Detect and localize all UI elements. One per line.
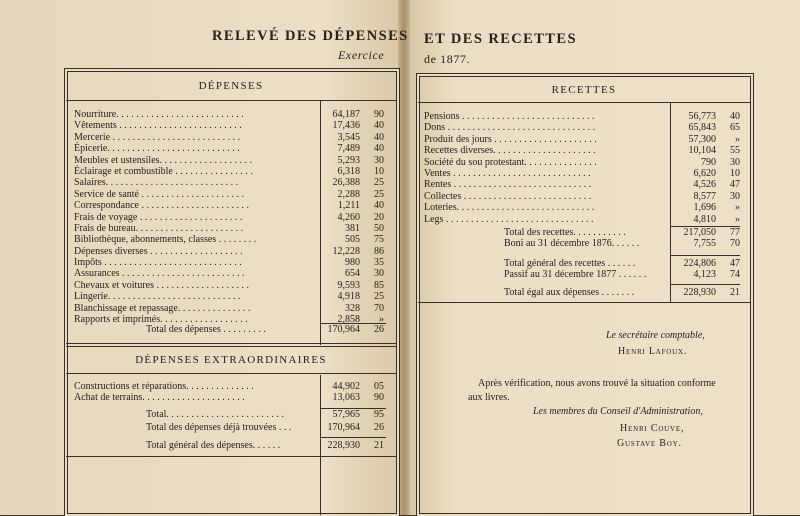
row-amount-francs: 10,104 (688, 145, 716, 157)
egal-sum-rule (670, 284, 740, 285)
row-amount-francs: 12,228 (332, 245, 360, 257)
row-amount-centimes: 30 (374, 154, 384, 166)
table-row (74, 257, 384, 268)
depenses-heading-rule (66, 100, 396, 101)
row-amount (666, 122, 740, 133)
row-label: Service de santé . . . . . . . . . . . . . . . . . . . . . (74, 188, 244, 200)
row-label: Éclairage et combustible . . . . . . . . . . . . . . . . (74, 165, 253, 177)
table-row (424, 122, 740, 133)
row-label: Société du sou protestant. . . . . . . . . . . . . . . (424, 156, 597, 168)
row-amount-centimes: » (735, 202, 740, 214)
row-amount (310, 257, 384, 268)
general-recettes-label: Total général des recettes . . . . . . (504, 258, 636, 269)
table-row (74, 234, 384, 245)
row-amount (666, 168, 740, 179)
table-row (424, 111, 740, 122)
table-row (424, 168, 740, 179)
row-label: Rentes . . . . . . . . . . . . . . . . . . . . . . . . . . . . (424, 179, 592, 191)
membre-2: Gustave Boy. (617, 438, 682, 449)
depenses-list (74, 109, 384, 325)
extra-top-rule-2 (66, 346, 396, 347)
extra-total-dec: 95 (374, 409, 384, 420)
row-amount (310, 280, 384, 291)
table-row (424, 179, 740, 190)
row-amount (310, 189, 384, 200)
right-title: ET DES RECETTES (424, 31, 577, 47)
row-amount-centimes: 35 (374, 257, 384, 269)
row-amount-centimes: 30 (730, 156, 740, 168)
table-row (74, 155, 384, 166)
table-row (74, 246, 384, 257)
extra-top-rule (66, 343, 396, 344)
extra-total-int: 57,965 (332, 409, 360, 420)
row-amount (310, 155, 384, 166)
row-amount-francs: 5,293 (337, 154, 360, 166)
row-amount (310, 268, 384, 279)
row-label: Recettes diverses. . . . . . . . . . . . . . . . . . . . . (424, 145, 596, 157)
table-row (74, 280, 384, 291)
passif-int: 4,123 (693, 269, 716, 280)
row-amount (666, 214, 740, 225)
row-amount-centimes: 75 (374, 234, 384, 246)
row-amount-francs: 790 (701, 156, 716, 168)
row-amount-centimes: 47 (730, 179, 740, 191)
row-label: Loteries. . . . . . . . . . . . . . . . . . . . . . . . . . . . (424, 202, 595, 214)
row-amount-francs: 1,696 (693, 202, 716, 214)
table-row (74, 143, 384, 154)
row-label: Lingerie. . . . . . . . . . . . . . . . . . . . . . . . . . . (74, 291, 241, 303)
table-row (74, 132, 384, 143)
left-title: RELEVÉ DES DÉPENSES (212, 28, 409, 44)
row-amount-centimes: 25 (374, 177, 384, 189)
row-amount (666, 191, 740, 202)
table-row (424, 157, 740, 168)
row-amount-francs: 6,620 (693, 167, 716, 179)
table-row (74, 189, 384, 200)
row-amount-centimes: 85 (374, 279, 384, 291)
row-label: Pensions . . . . . . . . . . . . . . . . . . . . . . . . . . . (424, 111, 595, 122)
row-amount (310, 200, 384, 211)
row-label: Bibliothèque, abonnements, classes . . . . . . . . (74, 234, 257, 246)
passif-dec: 74 (730, 269, 740, 280)
passif-row (504, 269, 740, 281)
secretaire-name: Henri Lafoux. (618, 346, 688, 357)
row-amount-centimes: 30 (730, 190, 740, 202)
row-amount-francs: 505 (345, 234, 360, 246)
row-amount-centimes: 20 (374, 211, 384, 223)
row-amount-francs: 4,260 (337, 211, 360, 223)
row-amount-francs: 64,187 (332, 109, 360, 120)
row-label: Dépenses diverses . . . . . . . . . . . . . . . . . . . (74, 245, 243, 257)
row-amount-centimes: 25 (374, 188, 384, 200)
table-row (74, 291, 384, 302)
row-amount (310, 303, 384, 314)
row-label: Chevaux et voitures . . . . . . . . . . . . . . . . . . . (74, 279, 249, 291)
row-amount-centimes: » (735, 213, 740, 225)
verification-line-1: Après vérification, nous avons trouvé la situation conforme (478, 378, 716, 389)
extra-heading: DÉPENSES EXTRAORDINAIRES (135, 354, 327, 366)
table-row (74, 223, 384, 234)
verification-line-2: aux livres. (468, 392, 510, 403)
row-label: Collectes . . . . . . . . . . . . . . . . . . . . . . . . . . (424, 190, 592, 202)
recettes-bottom-rule (418, 302, 750, 303)
depenses-total-row (146, 324, 384, 336)
recettes-total-int: 217,050 (683, 227, 716, 238)
row-amount-centimes: 40 (374, 131, 384, 143)
row-label: Frais de bureau. . . . . . . . . . . . . . . . . . . . . . (74, 222, 244, 234)
row-label: Mercerie . . . . . . . . . . . . . . . . . . . . . . . . . . (74, 131, 241, 143)
row-amount-francs: 4,526 (693, 179, 716, 191)
row-amount-francs: 328 (345, 302, 360, 314)
row-amount-centimes: 55 (730, 145, 740, 157)
depenses-heading: DÉPENSES (198, 80, 264, 92)
depenses-total-label: Total des dépenses . . . . . . . . . (146, 324, 266, 335)
row-label: Frais de voyage . . . . . . . . . . . . . . . . . . . . . (74, 211, 243, 223)
row-amount (666, 202, 740, 213)
extra-list (74, 381, 384, 404)
row-amount-francs: 3,545 (337, 131, 360, 143)
general-recettes-int: 224,806 (683, 258, 716, 269)
row-label: Correspondance . . . . . . . . . . . . . . . . . . . . . . (74, 200, 249, 212)
general-total-dec: 21 (374, 440, 384, 451)
recettes-list (424, 111, 740, 225)
egal-label: Total égal aux dépenses . . . . . . . (504, 287, 635, 298)
row-amount (666, 134, 740, 145)
table-row (424, 191, 740, 202)
row-amount-centimes: 40 (374, 143, 384, 155)
membre-1: Henri Couve, (620, 423, 685, 434)
table-row (74, 109, 384, 120)
conseil-title: Les membres du Conseil d'Administration, (533, 406, 703, 417)
row-amount-francs: 9,593 (337, 279, 360, 291)
row-amount-francs: 6,318 (337, 165, 360, 177)
extra-heading-rule (66, 373, 396, 374)
row-label: Salaires. . . . . . . . . . . . . . . . . . . . . . . . . . . (74, 177, 239, 189)
general-total-int: 228,930 (327, 440, 360, 451)
row-amount-francs: 56,773 (688, 111, 716, 122)
row-label: Vêtements . . . . . . . . . . . . . . . . . . . . . . . . . (74, 120, 242, 132)
row-amount-centimes: » (379, 314, 384, 326)
row-amount (310, 132, 384, 143)
extra-deja-int: 170,964 (327, 422, 360, 433)
row-amount-francs: 2,858 (337, 314, 360, 326)
row-amount-francs: 654 (345, 268, 360, 280)
row-amount (666, 179, 740, 190)
boni-label: Boni au 31 décembre 1876. . . . . . (504, 238, 640, 249)
egal-int: 228,930 (683, 287, 716, 298)
egal-row (504, 287, 740, 299)
general-sum-rule (320, 437, 386, 438)
row-label: Produit des jours . . . . . . . . . . . . . . . . . . . . . (424, 133, 597, 145)
row-amount (666, 157, 740, 168)
depenses-total-int: 170,964 (327, 324, 360, 335)
recettes-heading: RECETTES (551, 84, 617, 96)
row-amount-centimes: 70 (374, 302, 384, 314)
extra-total-label: Total. . . . . . . . . . . . . . . . . . . . . . . . (146, 409, 284, 420)
row-amount (666, 145, 740, 156)
general-total-row (146, 440, 384, 452)
row-label: Meubles et ustensiles. . . . . . . . . . . . . . . . . . . (74, 154, 253, 166)
depenses-total-dec: 26 (374, 324, 384, 335)
boni-dec: 70 (730, 238, 740, 249)
recettes-total-label: Total des recettes. . . . . . . . . . . (504, 227, 626, 238)
row-amount-centimes: 40 (730, 111, 740, 122)
extra-total-row (146, 409, 384, 421)
row-amount-centimes: 90 (374, 109, 384, 120)
row-label: Constructions et réparations. . . . . . . . . . . . . . (74, 381, 254, 392)
extra-bottom-rule (66, 456, 396, 457)
table-row (74, 166, 384, 177)
row-amount-centimes: 50 (374, 222, 384, 234)
row-amount-centimes: 90 (374, 392, 384, 404)
secretaire-title: Le secrétaire comptable, (606, 330, 705, 341)
row-amount-centimes: 86 (374, 245, 384, 257)
row-label: Rapports et imprimés. . . . . . . . . . . . . . . . . . (74, 314, 248, 326)
row-amount (310, 212, 384, 223)
row-label: Assurances . . . . . . . . . . . . . . . . . . . . . . . . . (74, 268, 245, 280)
table-row (74, 392, 384, 403)
row-amount (310, 246, 384, 257)
row-amount-centimes: » (735, 133, 740, 145)
row-amount-francs: 2,288 (337, 188, 360, 200)
row-amount-francs: 1,211 (337, 200, 360, 212)
general-recettes-sum-rule (670, 255, 740, 256)
general-total-label: Total général des dépenses. . . . . . (146, 440, 281, 451)
table-row (74, 381, 384, 392)
row-amount-francs: 4,918 (337, 291, 360, 303)
row-amount (310, 177, 384, 188)
row-amount-centimes: 25 (374, 291, 384, 303)
row-label: Achat de terrains. . . . . . . . . . . . . . . . . . . . . (74, 392, 245, 404)
table-row (424, 202, 740, 213)
row-amount (310, 392, 384, 403)
row-label: Impôts . . . . . . . . . . . . . . . . . . . . . . . . . . . . (74, 257, 242, 269)
table-row (74, 177, 384, 188)
row-amount (310, 109, 384, 120)
recettes-heading-rule (418, 102, 750, 103)
general-recettes-dec: 47 (730, 258, 740, 269)
row-amount-centimes: 10 (374, 165, 384, 177)
row-amount-francs: 26,388 (332, 177, 360, 189)
extra-deja-row (146, 422, 384, 434)
egal-dec: 21 (730, 287, 740, 298)
table-row (74, 200, 384, 211)
row-label: Blanchissage et repassage. . . . . . . . . . . . . . . (74, 302, 251, 314)
extra-deja-dec: 26 (374, 422, 384, 433)
recettes-total-dec: 77 (730, 227, 740, 238)
row-amount (310, 166, 384, 177)
row-amount-francs: 381 (345, 222, 360, 234)
row-amount-centimes: 05 (374, 381, 384, 392)
row-amount (310, 234, 384, 245)
right-subtitle: de 1877. (424, 52, 471, 66)
row-amount-centimes: 40 (374, 200, 384, 212)
passif-label: Passif au 31 décembre 1877 . . . . . . (504, 269, 647, 280)
row-amount-francs: 57,300 (688, 133, 716, 145)
row-amount-centimes: 65 (730, 122, 740, 134)
row-label: Dons . . . . . . . . . . . . . . . . . . . . . . . . . . . . . . (424, 122, 596, 134)
row-amount (310, 291, 384, 302)
table-row (424, 145, 740, 156)
table-row (74, 303, 384, 314)
row-label: Nourriture. . . . . . . . . . . . . . . . . . . . . . . . . . (74, 109, 244, 120)
left-subtitle: Exercice (338, 48, 385, 62)
row-amount-francs: 44,902 (332, 381, 360, 392)
table-row (424, 134, 740, 145)
table-row (424, 214, 740, 225)
row-amount (310, 143, 384, 154)
row-amount (310, 223, 384, 234)
boni-int: 7,755 (693, 238, 716, 249)
row-amount-francs: 980 (345, 257, 360, 269)
row-amount (310, 381, 384, 392)
row-amount (310, 120, 384, 131)
boni-row (504, 238, 740, 250)
row-amount-centimes: 10 (730, 167, 740, 179)
row-amount-francs: 65,843 (688, 122, 716, 134)
row-amount (666, 111, 740, 122)
row-amount-francs: 13,063 (332, 392, 360, 404)
row-amount-centimes: 40 (374, 120, 384, 132)
extra-deja-label: Total des dépenses déjà trouvées . . . (146, 422, 292, 433)
row-amount-francs: 4,810 (693, 213, 716, 225)
row-label: Legs . . . . . . . . . . . . . . . . . . . . . . . . . . . . . . (424, 213, 594, 225)
row-label: Épicerie. . . . . . . . . . . . . . . . . . . . . . . . . . . (74, 143, 240, 155)
row-amount-centimes: 30 (374, 268, 384, 280)
table-row (74, 120, 384, 131)
row-label: Ventes . . . . . . . . . . . . . . . . . . . . . . . . . . . . (424, 167, 591, 179)
row-amount-francs: 7,489 (337, 143, 360, 155)
table-row (74, 212, 384, 223)
row-amount-francs: 17,436 (332, 120, 360, 132)
table-row (74, 268, 384, 279)
row-amount-francs: 8,577 (693, 190, 716, 202)
